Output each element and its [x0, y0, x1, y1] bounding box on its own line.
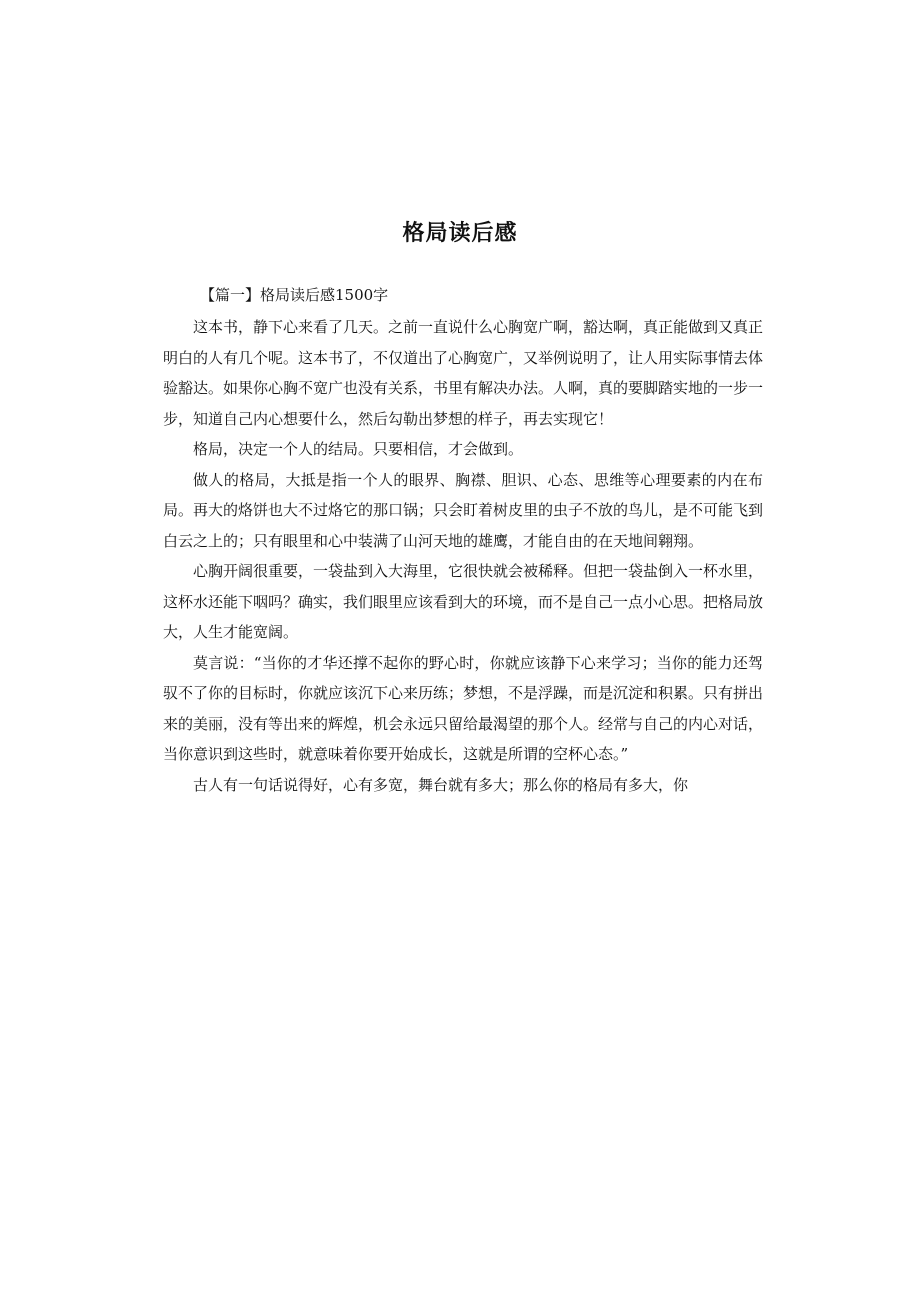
paragraph: 格局，决定一个人的结局。只要相信，才会做到。 — [193, 440, 524, 458]
paragraph: 心胸开阔很重要，一袋盐到入大海里，它很快就会被稀释。但把一袋盐倒入一杯水里，这杯水还能下咽吗？确实，我们眼里应该看到大的环境，而不是自己一点小心思。把格局放大，人生才能宽阔。 — [163, 562, 764, 641]
paragraph: 莫言说：“当你的才华还撑不起你的野心时，你就应该静下心来学习；当你的能力还驾驭不了你的目标时，你就应该沉下心来历练；梦想，不是浮躁，而是沉淀和积累。只有拼出来的美丽，没有等出来的辉煌，机会永远只留给最渴望的那个人。经常与自己的内心对话，当你意识到这些时，就意味着你要开始成长，这就是所谓的空杯心态。” — [163, 653, 764, 763]
paragraph: 古人有一句话说得好，心有多宽，舞台就有多大；那么你的格局有多大，你 — [193, 775, 689, 794]
document-body — [163, 312, 763, 800]
paragraph: 做人的格局，大抵是指一个人的眼界、胸襟、胆识、心态、思维等心理要素的内在布局。再大的烙饼也大不过烙它的那口锅；只会盯着树皮里的虫子不放的鸟儿，是不可能飞到白云之上的；只有眼里和心中装满了山河天地的雄鹰，才能自由的在天地间翱翔。 — [163, 470, 764, 550]
section-heading: 【篇一】格局读后感1500字 — [200, 286, 389, 304]
document-title: 格局读后感 — [402, 221, 518, 246]
paragraph: 这本书，静下心来看了几天。之前一直说什么心胸宽广啊，豁达啊，真正能做到又真正明白的人有几个呢。这本书了，不仅道出了心胸宽广，又举例说明了，让人用实际事情去体验豁达。如果你心胸不宽广也没有关系，书里有解决办法。人啊，真的要脚踏实地的一步一步，知道自己内心想要什么，然后勾勒出梦想的样子，再去实现它！ — [163, 318, 764, 428]
